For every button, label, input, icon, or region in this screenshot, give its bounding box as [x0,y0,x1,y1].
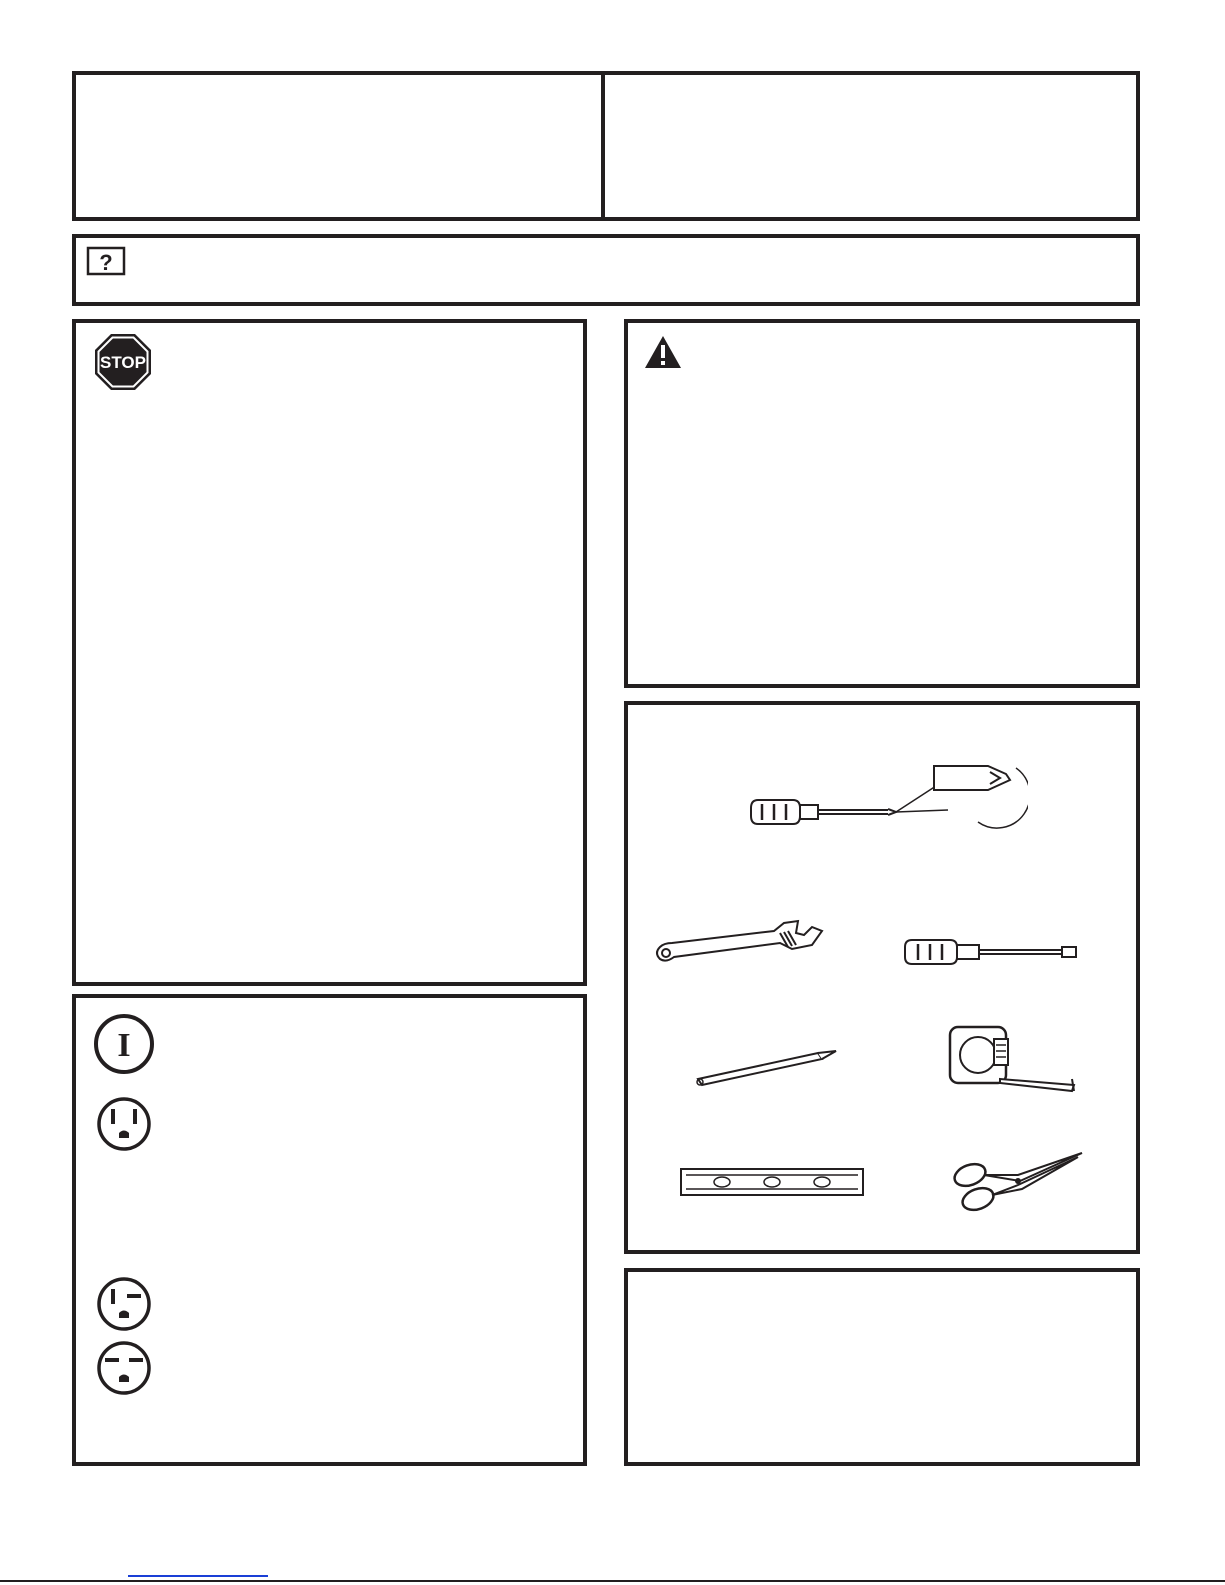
bottom-right-box [624,1268,1140,1466]
stop-box [72,319,587,986]
footer-link[interactable] [128,1575,268,1577]
warning-box [624,319,1140,688]
header-right-box [601,71,1140,221]
level-icon [678,1165,868,1201]
phillips-screwdriver-icon [748,760,1028,830]
electrical-box [72,994,587,1466]
tools-box [624,701,1140,1254]
page-bottom-rule [0,1580,1225,1582]
tape-measure-icon [944,1021,1084,1101]
grounded-outlet-icon [96,1096,152,1152]
header-left-box [72,71,605,221]
dash-slot-outlet-icon [96,1340,152,1396]
warning-triangle-icon [644,335,682,369]
stop-sign-icon [94,333,152,391]
pencil-icon [694,1039,844,1089]
question-mark-icon [86,246,126,278]
t-slot-outlet-icon [96,1276,152,1332]
flat-screwdriver-icon [902,937,1082,967]
information-i-icon [92,1012,156,1076]
questions-box [72,234,1140,306]
stop-sign-text: STOP [100,353,146,372]
scissors-icon [948,1145,1088,1215]
question-glyph: ? [99,250,113,275]
info-glyph: I [117,1027,131,1064]
adjustable-wrench-icon [652,917,832,967]
